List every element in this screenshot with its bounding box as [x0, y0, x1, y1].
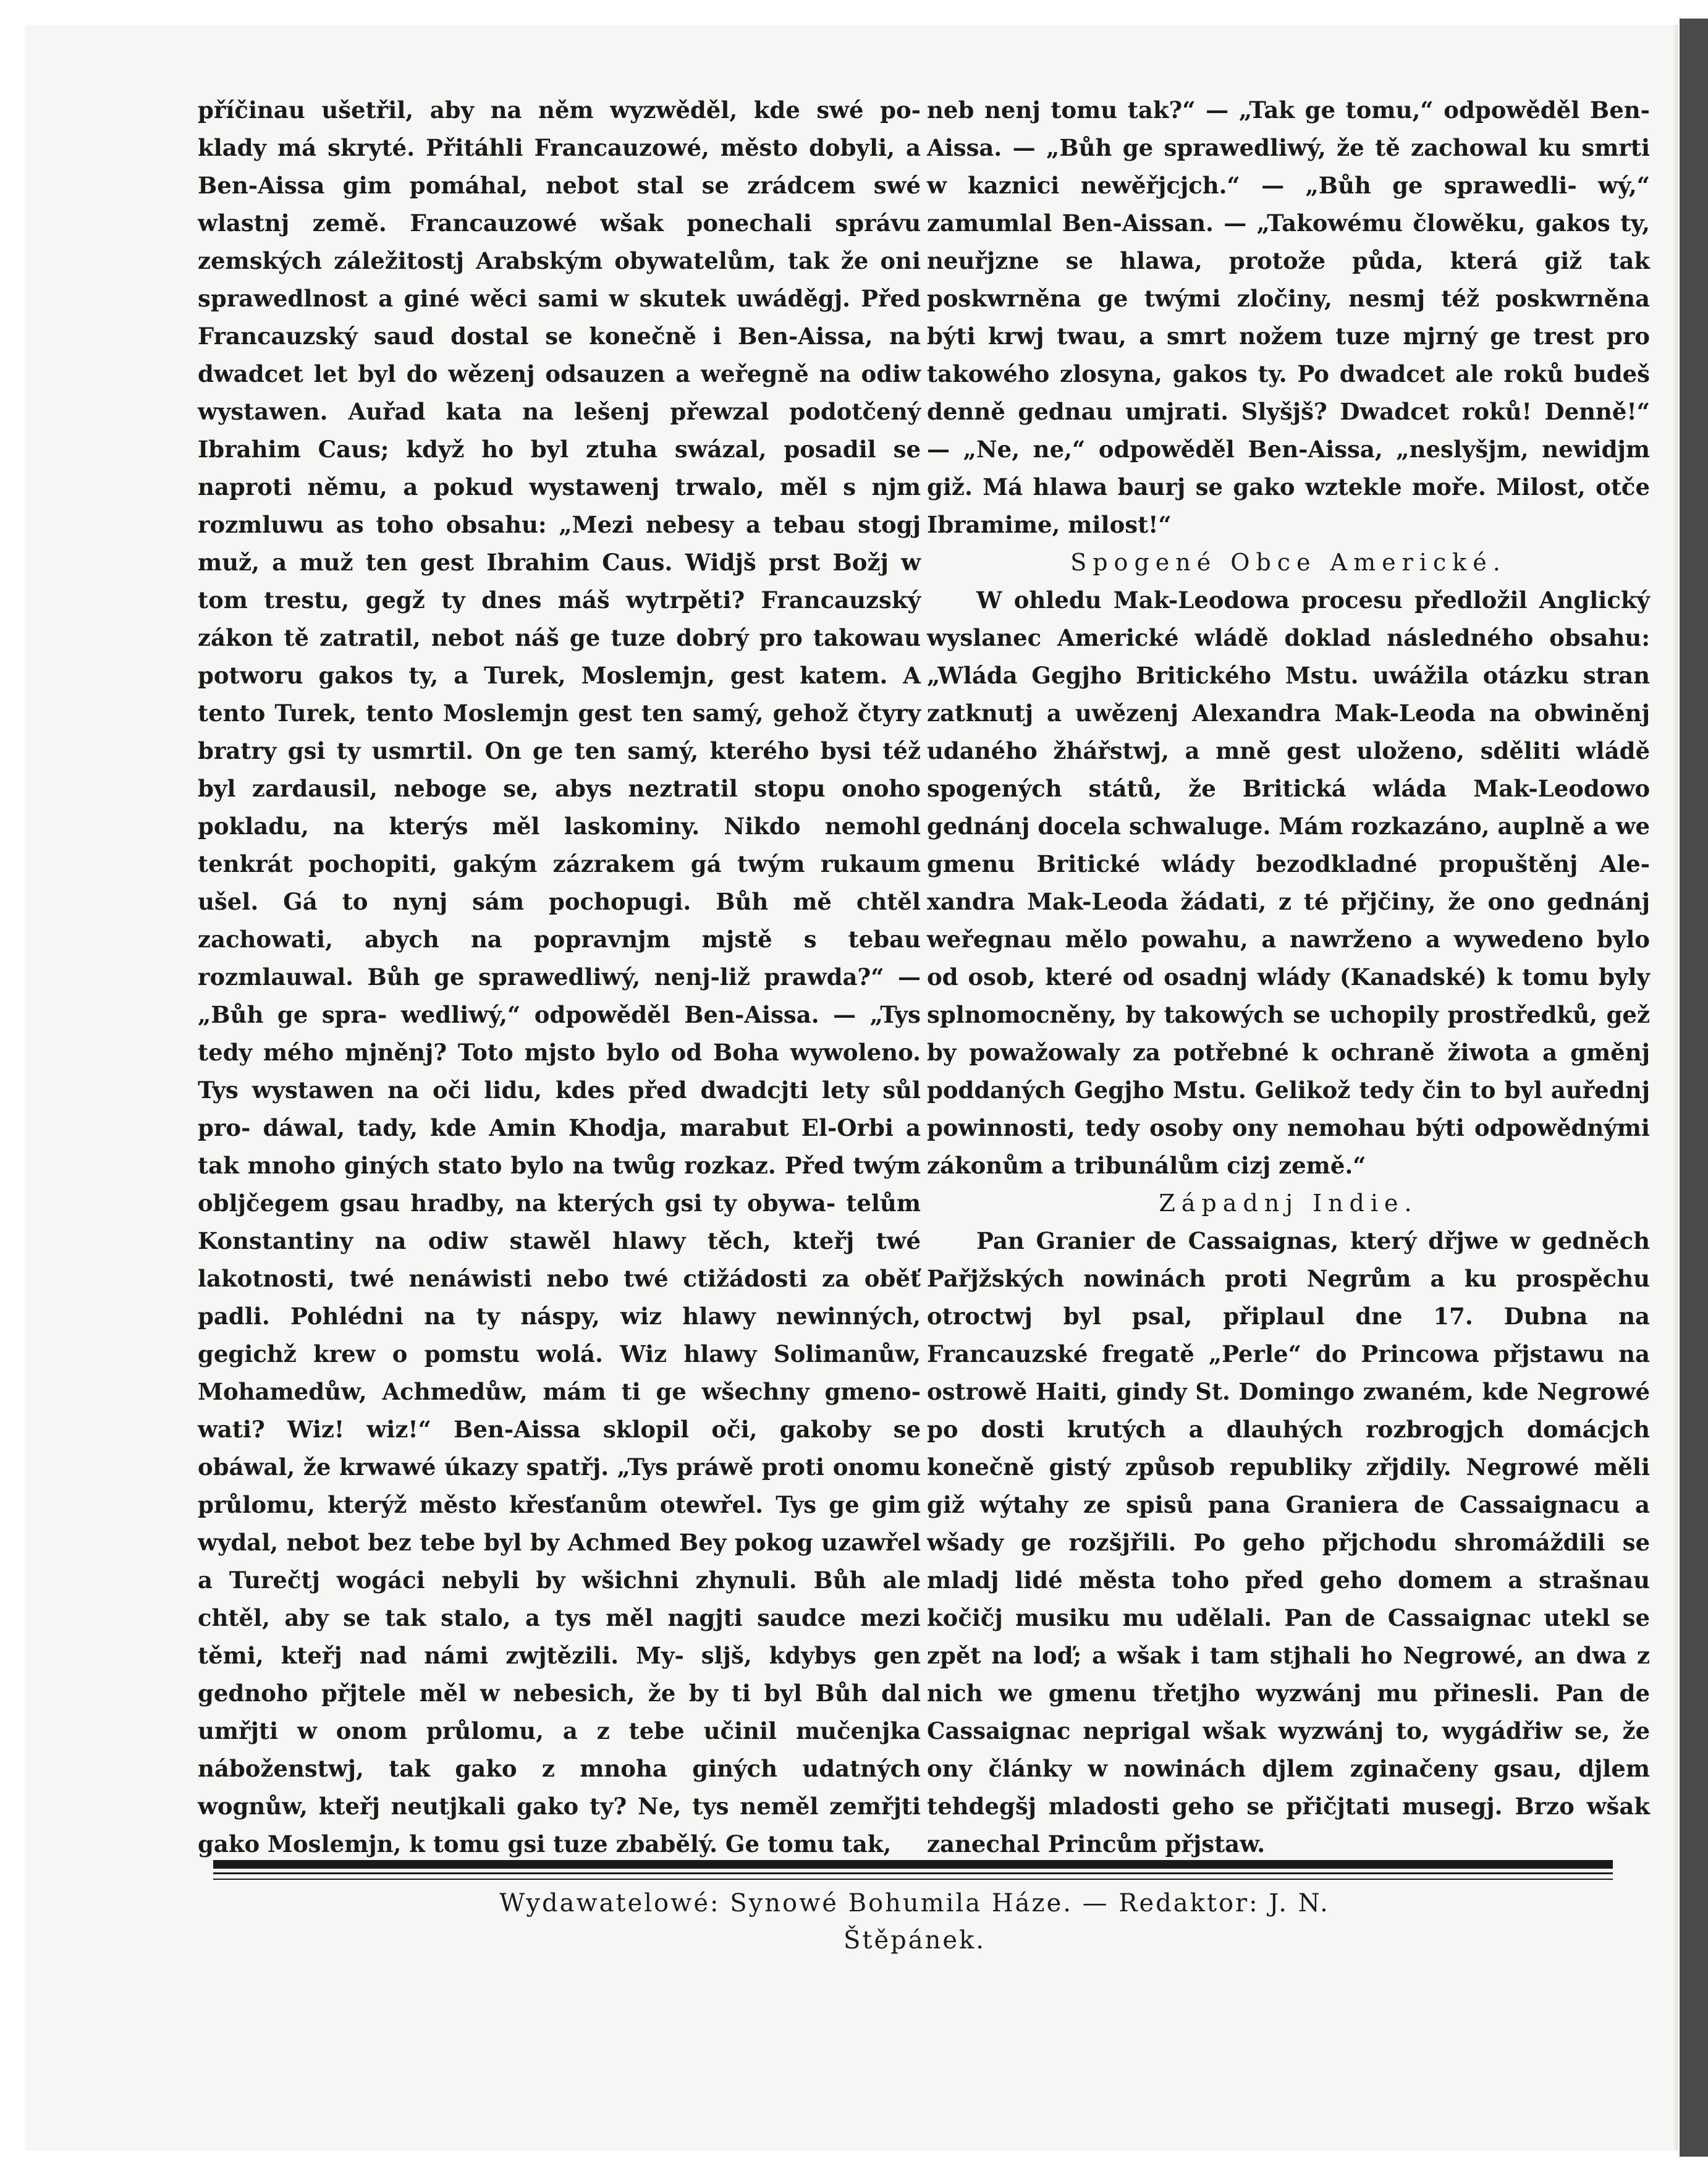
footer-rule-thick — [213, 1860, 1613, 1869]
left-column — [198, 91, 921, 1863]
scan-edge-shadow — [1680, 19, 1708, 2157]
publisher-footer: Wydawatelowé: Synowé Bohumila Háze. — Redaktor: J. N. Štěpánek. — [499, 1889, 1330, 1955]
article-mcleod: W ohledu Mak-Leodowa procesu předložil Anglický wyslanec Americké wládě doklad následného obsahu: „Wláda Gegjho Britického Mstu. uwážila otázku stran zatknutj a uwězenj Alexandra Mak-Leoda na obwiněnj udaného žhářstwj, a mně gest uloženo, sděliti wládě spogených států, že Britická wláda Mak-Leodowo gednánj docela schwaluge. Mám rozkazáno, auplně a we gmenu Britické wlády bezodkladné propuštěnj Ale- xandra Mak-Leoda žádati, z té přjčiny, že ono gednánj weřegnau mělo powahu, a nawrženo a wywedeno bylo od osob, které od osadnj wlády (Kanadské) k tomu byly splnomocněny, by takowých se uchopily prostředků, gež by powažowaly za potřebné k ochraně žiwota a gměnj poddaných Gegjho Mstu. Gelikož tedy čin to byl auřednj powinnosti, tedy osoby ony nemohau býti odpowědnými zákonům a tribunálům cizj země.“ — [927, 586, 1650, 1179]
section-heading-west-indies: Západnj Indie. — [1159, 1190, 1418, 1217]
footer-rule-thin — [213, 1879, 1613, 1880]
section-heading-united-states: Spogené Obce Americké. — [1070, 549, 1507, 576]
article-granier: Pan Granier de Cassaignas, který dřjwe w gedněch Pařjžských nowinách proti Negrům a ku prospěchu otroctwj byl psal, připlaul dne 17. Dubna na Francauzské fregatě „Perle“ do Princowa přjstawu na ostrowě Haiti, gindy St. Domingo zwaném, kde Negrowé po dosti krutých a dlauhých rozbrogjch domácjch konečně gistý způsob republiky zřjdily. Negrowé měli giž wýtahy ze spisů pana Graniera de Cassaignacu a wšady ge rozšjřili. Po geho přjchodu shromáždili se mladj lidé města toho před geho domem a strašnau kočičj musiku mu udělali. Pan de Cassaignac utekl se zpět na loď; a wšak i tam stjhali ho Negrowé, an dwa z nich we gmenu třetjho wyzwánj mu přinesli. Pan de Cassaignac neprigal wšak wyzwánj to, wygádřiw se, že ony články w nowinách djlem zginačeny gsau, djlem tehdegšj mladosti geho se přičjtati musegj. Brzo wšak zanechal Princům přjstaw. — [927, 1227, 1650, 1858]
article-continuation: neb nenj tomu tak?“ — „Tak ge tomu,“ odpowěděl Ben-Aissa. — „Bůh ge sprawedliwý, že tě zachowal ku smrti w kaznici newěřjcjch.“ — „Bůh ge sprawedli- wý,“ zamumlal Ben-Aissan. — „Takowému člowěku, gakos ty, neuřjzne se hlawa, protože půda, která giž tak poskwrněna ge twými zločiny, nesmj též poskwrněna býti krwj twau, a smrt nožem tuze mjrný ge trest pro takowého zlosyna, gakos ty. Po dwadcet ale roků budeš denně gednau umjrati. Slyšjš? Dwadcet roků! Denně!“ — „Ne, ne,“ odpowěděl Ben-Aissa, „neslyšjm, newidjm giž. Má hlawa baurj se gako wztekle moře. Milost, otče Ibramime, milost!“ — [927, 96, 1650, 538]
right-column — [927, 91, 1650, 1863]
footer-rule-thin — [213, 1872, 1613, 1874]
left-column-text: příčinau ušetřil, aby na něm wyzwěděl, kde swé po- klady má skryté. Přitáhli Francauzowé, město dobyli, a Ben-Aissa gim pomáhal, nebot stal se zrádcem swé wlastnj země. Francauzowé wšak ponechali správu zemských záležitostj Arabským obywatelům, tak že oni sprawedlnost a giné wěci sami w skutek uwáděgj. Před Francauzský saud dostal se konečně i Ben-Aissa, na dwadcet let byl do wězenj odsauzen a weřegně na odiw wystawen. Auřad kata na lešenj přewzal podotčený Ibrahim Caus; když ho byl ztuha swázal, posadil se naproti němu, a pokud wystawenj trwalo, měl s njm rozmluwu as toho obsahu: „Mezi nebesy a tebau stogj muž, a muž ten gest Ibrahim Caus. Widjš prst Božj w tom trestu, gegž ty dnes máš wytrpěti? Francauzský zákon tě zatratil, nebot náš ge tuze dobrý pro takowau potworu gakos ty, a Turek, Moslemjn, gest katem. A tento Turek, tento Moslemjn gest ten samý, gehož čtyry bratry gsi ty usmrtil. On ge ten samý, kterého bysi též byl zardausil, neboge se, abys neztratil stopu onoho pokladu, na kterýs měl laskominy. Nikdo nemohl tenkrát pochopiti, gakým zázrakem gá twým rukaum ušel. Gá to nynj sám pochopugi. Bůh mě chtěl zachowati, abych na popravnjm mjstě s tebau rozmlauwal. Bůh ge sprawedliwý, nenj-liž prawda?“ — „Bůh ge spra- wedliwý,“ odpowěděl Ben-Aissa. — „Tys tedy mého mjněnj? Toto mjsto bylo od Boha wywoleno. Tys wystawen na oči lidu, kdes před dwadcjti lety sůl pro- dáwal, tady, kde Amin Khodja, marabut El-Orbi a tak mnoho giných stato bylo na twůg rozkaz. Před twým obljčegem gsau hradby, na kterých gsi ty obywa- telům Konstantiny na odiw stawěl hlawy těch, kteřj twé lakotnosti, twé nenáwisti nebo twé ctižádosti za oběť padli. Pohlédni na ty náspy, wiz hlawy newinných, gegichž krew o pomstu wolá. Wiz hlawy Solimanůw, Mohamedůw, Achmedůw, mám ti ge wšechny gmeno- wati? Wiz! wiz!“ Ben-Aissa sklopil oči, gakoby se obáwal, že krwawé úkazy spatřj. „Tys práwě proti onomu průlomu, kterýž město křesťanům otewřel. Tys ge gim wydal, nebot bez tebe byl by Achmed Bey pokog uzawřel a Turečtj wogáci nebyli by wšichni zhynuli. Bůh ale chtěl, aby se tak stalo, a tys měl nagjti saudce mezi těmi, kteřj nad námi zwjtězili. My- sljš, kdybys gen gednoho přjtele měl w nebesich, že by ti byl Bůh dal umřjti w onom průlomu, a z tebe učinil mučenjka náboženstwj, tak gako z mnoha giných udatných wognůw, kteřj neutjkali gako ty? Ne, tys neměl zemřjti gako Moslemjn, k tomu gsi tuze zbabělý. Ge tomu tak, — [198, 96, 921, 1858]
